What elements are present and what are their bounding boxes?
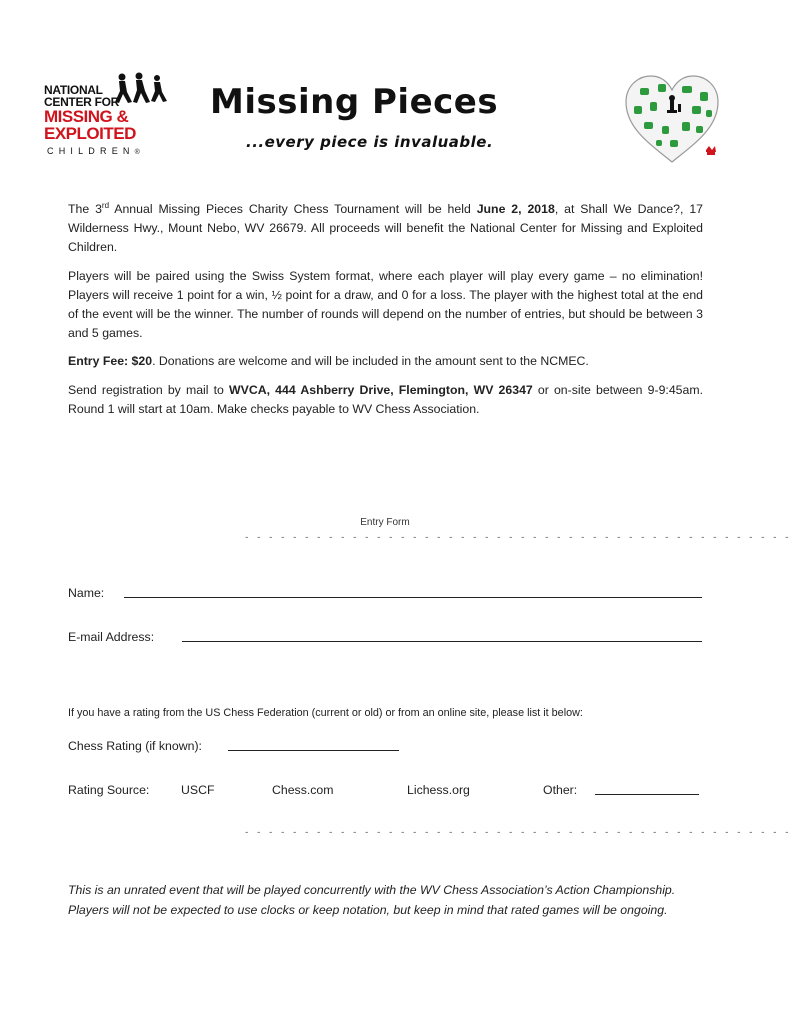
source-option-other[interactable]: Other: bbox=[543, 783, 578, 797]
rating-source-label: Rating Source: bbox=[68, 783, 150, 797]
source-option-lichess[interactable]: Lichess.org bbox=[407, 783, 470, 797]
entry-fee-paragraph: Entry Fee: $20. Donations are welcome and will be included in the amount sent to the NCMEC. bbox=[68, 354, 589, 368]
format-paragraph: Players will be paired using the Swiss System format, where each player will play every game – no elimination! Players will receive 1 point for a win, ½ point for a draw, and 0 for a loss. The player with the highest total at the end of the event will be the winner. The number of rounds will depend on the number of entries, but should be between 3 and 5 games. bbox=[68, 269, 703, 340]
registration-paragraph: Send registration by mail to WVCA, 444 Ashberry Drive, Flemington, WV 26347 or on-site between 9-9:45am. Round 1 will start at 10am. Make checks payable to WV Chess Association. bbox=[68, 383, 703, 416]
logo-text-national: NATIONAL CENTER FOR bbox=[44, 83, 120, 109]
intro-paragraph: The 3rd Annual Missing Pieces Charity Chess Tournament will be held June 2, 2018, at Shall We Dance?, 17 Wilderness Hwy., Mount Nebo, WV 26679. All proceeds will benefit the National Center for Missing and Exploited Children. bbox=[68, 201, 703, 254]
page-subtitle: ...every piece is invaluable. bbox=[246, 133, 494, 151]
email-field[interactable] bbox=[182, 641, 702, 642]
mailing-address: WVCA, 444 Ashberry Drive, Flemington, WV 26347 bbox=[229, 383, 533, 397]
cut-line-bottom: - - - - - - - - - - - - - - - - - - - - - - - - - - - - - - - - - - - - - - - - - - - - - - bbox=[244, 828, 790, 838]
running-children-icon bbox=[112, 72, 174, 112]
entry-fee: Entry Fee: $20 bbox=[68, 354, 153, 368]
rating-note: If you have a rating from the US Chess Federation (current or old) or from an online site, please list it below: bbox=[68, 707, 583, 719]
chess-rating-label: Chess Rating (if known): bbox=[68, 739, 202, 753]
source-option-uscf[interactable]: USCF bbox=[181, 783, 215, 797]
source-option-chess-com[interactable]: Chess.com bbox=[272, 783, 334, 797]
cut-line-top: - - - - - - - - - - - - - - - - - - - - - - - - - - - - - - - - - - - - - - - - - - - - - - bbox=[244, 533, 790, 543]
logo-text-missing: MISSING & bbox=[44, 107, 129, 126]
chess-rating-field[interactable] bbox=[228, 750, 399, 751]
email-label: E-mail Address: bbox=[68, 630, 155, 644]
footer-note: This is an unrated event that will be played concurrently with the WV Chess Association’s Action Championship. Players will not be expected to use clocks or keep notation, but keep in mind that rated games will be ongoing. bbox=[68, 883, 676, 917]
logo-text-children: CHILDREN® bbox=[47, 146, 140, 156]
event-date: June 2, 2018 bbox=[476, 202, 555, 216]
name-label: Name: bbox=[68, 586, 105, 600]
name-field[interactable] bbox=[124, 597, 702, 598]
logo-text-exploited: EXPLOITED bbox=[44, 124, 136, 143]
entry-form-title: Entry Form bbox=[360, 517, 410, 528]
other-source-field[interactable] bbox=[595, 794, 699, 795]
page-title: Missing Pieces bbox=[210, 82, 499, 122]
ncmec-logo bbox=[44, 72, 179, 162]
puzzle-heart-icon bbox=[620, 70, 724, 170]
